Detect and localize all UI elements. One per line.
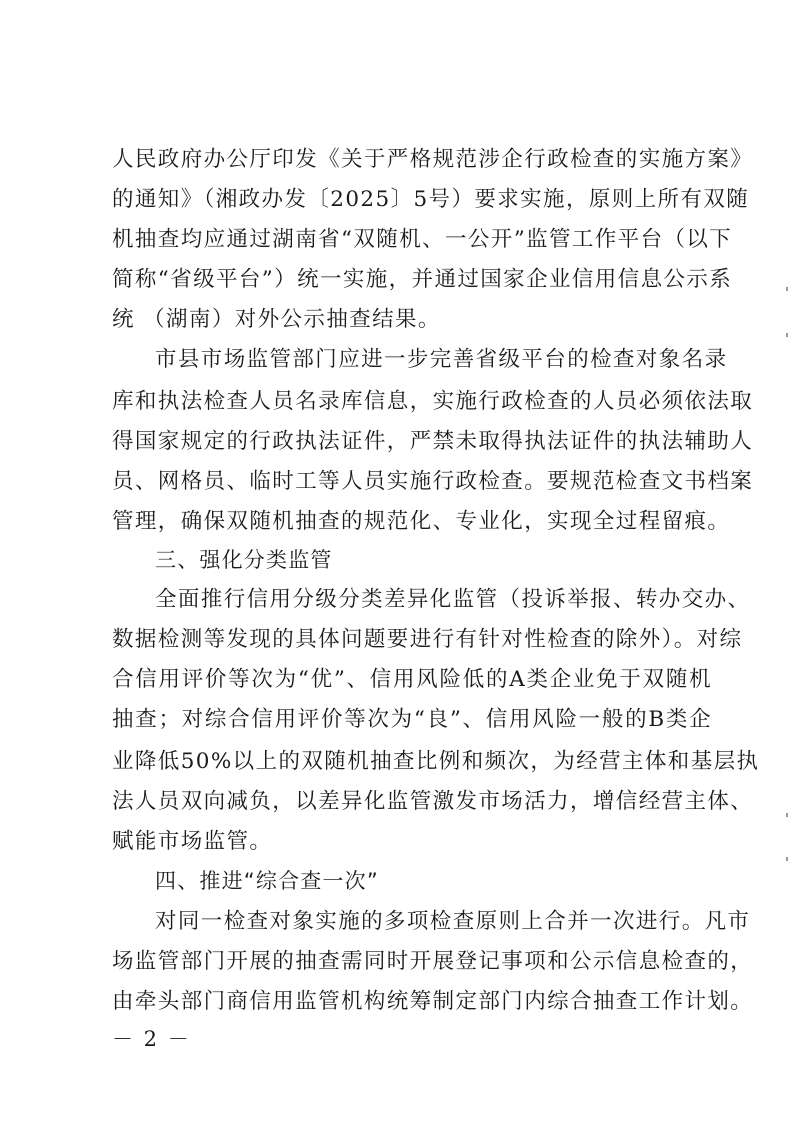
- body-text-line: 场监管部门开展的抽查需同时开展登记事项和公示信息检查的，: [112, 949, 754, 974]
- scan-mark: [786, 333, 788, 337]
- body-text-line: 得国家规定的行政执法证件，严禁未取得执法证件的执法辅助人: [112, 429, 754, 454]
- body-text-line: 赋能市场监管。: [112, 829, 273, 854]
- scan-mark: [786, 857, 788, 861]
- page-number: － 2 －: [112, 1027, 191, 1051]
- body-text-line: 由牵头部门商信用监管机构统筹制定部门内综合抽查工作计划。: [112, 989, 754, 1014]
- body-text-line: 机抽查均应通过湖南省“双随机、一公开”监管工作平台（以下: [112, 227, 733, 252]
- body-text-line: 管理，确保双随机抽查的规范化、专业化，实现全过程留痕。: [112, 509, 731, 534]
- body-text-line: 数据检测等发现的具体问题要进行有针对性检查的除外）。对综: [112, 627, 743, 652]
- body-text-line: 库和执法检查人员名录库信息，实施行政检查的人员必须依法取: [112, 389, 754, 414]
- section-heading-4: 四、推进“综合查一次”: [155, 869, 379, 893]
- body-text-line: 的通知》（湘政办发〔2025〕5号）要求实施，原则上所有双随: [112, 187, 750, 212]
- paragraph-first-line: 对同一检查对象实施的多项检查原则上合并一次进行。凡市: [155, 909, 751, 934]
- paragraph-first-line: 全面推行信用分级分类差异化监管（投诉举报、转办交办、: [155, 587, 751, 612]
- section-heading-3: 三、强化分类监管: [155, 548, 333, 572]
- scan-mark: [786, 287, 788, 291]
- body-text-line: 统 （湖南）对外公示抽查结果。: [112, 307, 441, 332]
- body-text-line: 法人员双向减负，以差异化监管激发市场活力，增信经营主体、: [112, 789, 754, 814]
- body-text-line: 合信用评价等次为“优”、信用风险低的A类企业免于双随机: [112, 667, 712, 692]
- body-text-line: 员、网格员、临时工等人员实施行政检查。要规范检查文书档案: [112, 469, 754, 494]
- body-text-line: 业降低50%以上的双随机抽查比例和频次，为经营主体和基层执: [112, 749, 760, 774]
- paragraph-first-line: 市县市场监管部门应进一步完善省级平台的检查对象名录: [155, 347, 728, 372]
- scan-mark: [786, 813, 788, 817]
- body-text-line: 人民政府办公厅印发《关于严格规范涉企行政检查的实施方案》: [112, 147, 754, 172]
- body-text-line: 简称“省级平台”）统一实施，并通过国家企业信用信息公示系: [112, 267, 733, 292]
- body-text-line: 抽查；对综合信用评价等次为“良”、信用风险一般的B类企: [112, 707, 712, 732]
